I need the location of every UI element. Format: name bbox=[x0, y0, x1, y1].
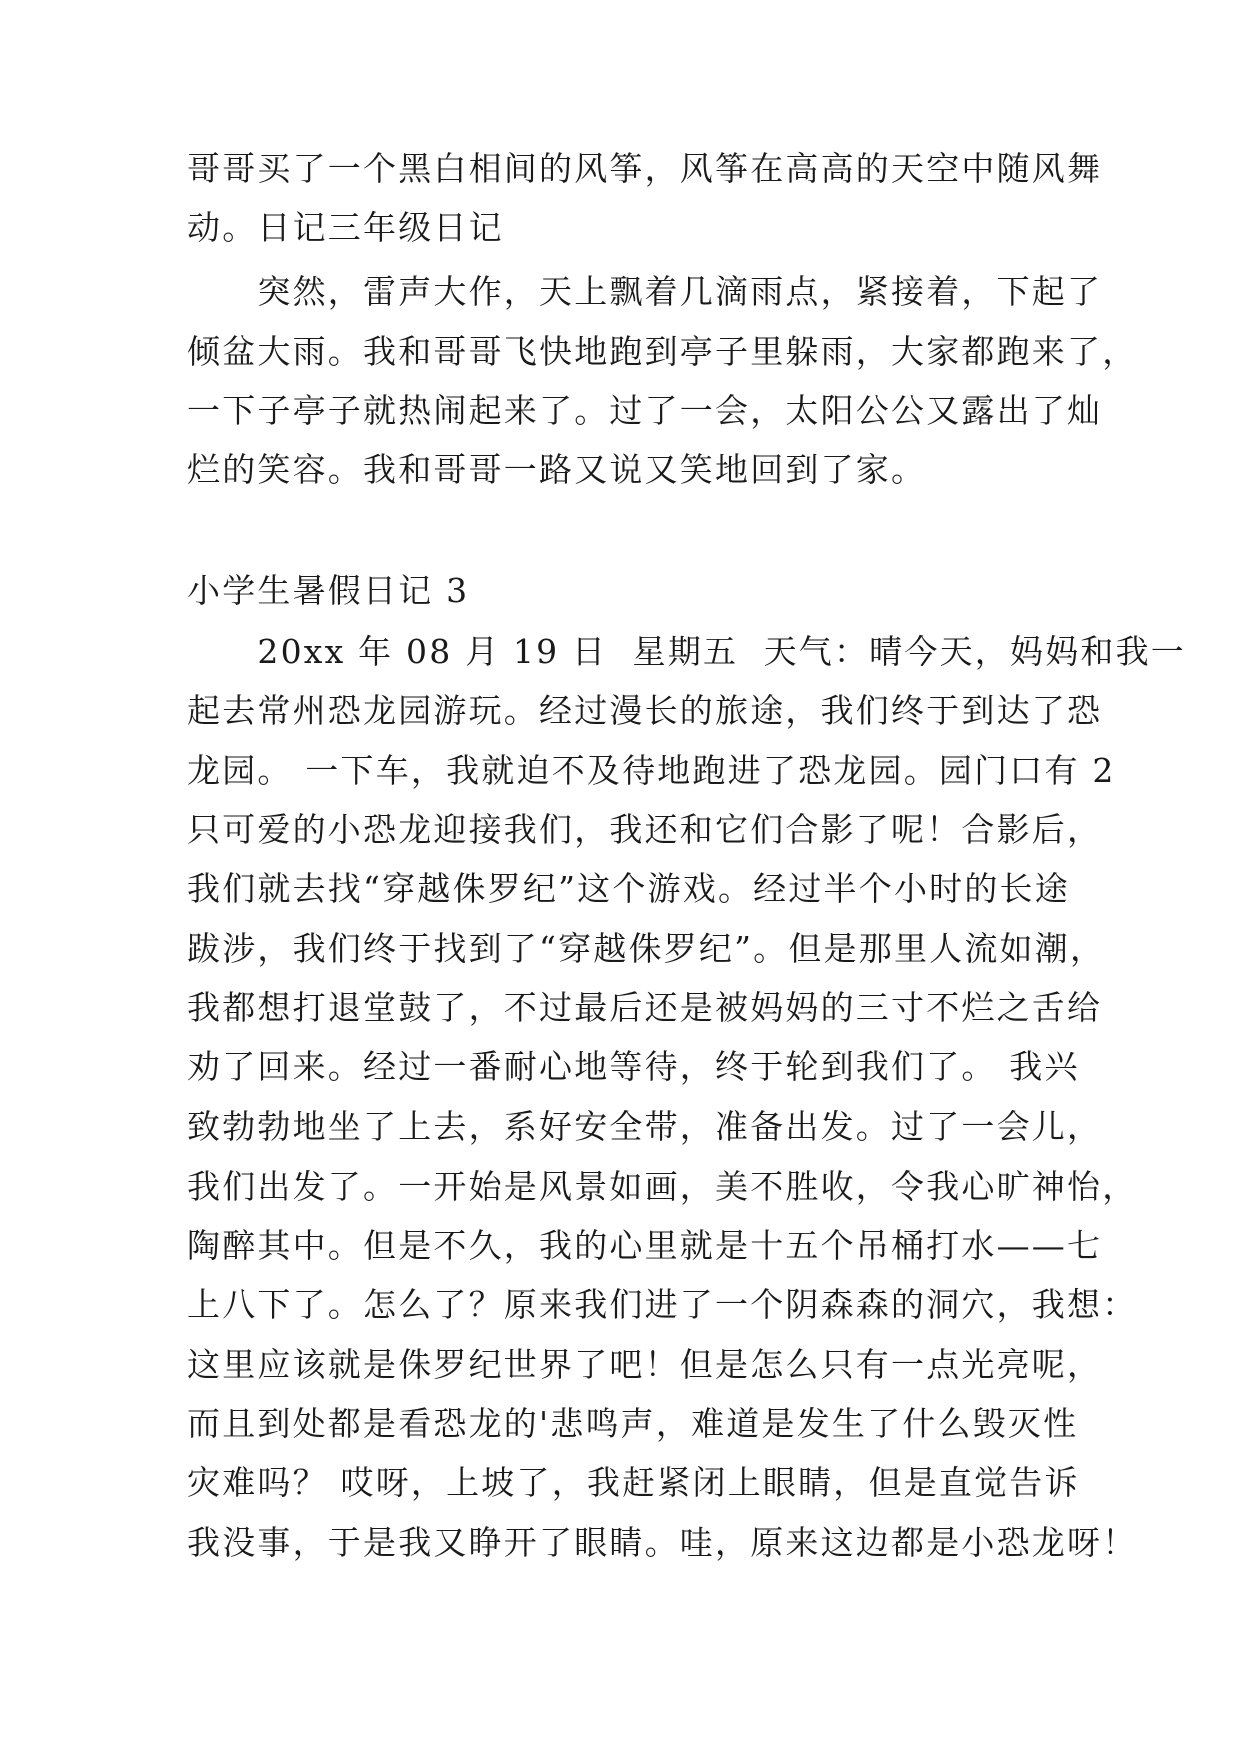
text-line: 龙园。 一下车，我就迫不及待地跑进了恐龙园。园门口有 2 bbox=[187, 751, 1116, 790]
text-line: 只可爱的小恐龙迎接我们，我还和它们合影了呢！合影后， bbox=[187, 810, 1103, 849]
text-line: 跋涉，我们终于找到了“穿越侏罗纪”。但是那里人流如潮， bbox=[187, 929, 1106, 968]
text-line: 劝了回来。经过一番耐心地等待，终于轮到我们了。 我兴 bbox=[187, 1047, 1080, 1086]
text-line: 倾盆大雨。我和哥哥飞快地跑到亭子里躲雨，大家都跑来了， bbox=[187, 332, 1138, 371]
text-line: 我都想打退堂鼓了，不过最后还是被妈妈的三寸不烂之舌给 bbox=[187, 988, 1103, 1027]
text-line: 致勃勃地坐了上去，系好安全带，准备出发。过了一会儿， bbox=[187, 1107, 1103, 1146]
text-line: 烂的笑容。我和哥哥一路又说又笑地回到了家。 bbox=[187, 450, 927, 489]
section-heading: 小学生暑假日记 3 bbox=[187, 571, 470, 610]
text-line: 而且到处都是看恐龙的'悲鸣声，难道是发生了什么毁灭性 bbox=[187, 1404, 1079, 1443]
text-line: 我没事，于是我又睁开了眼睛。哇，原来这边都是小恐龙呀！ bbox=[187, 1523, 1138, 1562]
text-line: 起去常州恐龙园游玩。经过漫长的旅途，我们终于到达了恐 bbox=[187, 691, 1103, 730]
text-line: 灾难吗？ 哎呀，上坡了，我赶紧闭上眼睛，但是直觉告诉 bbox=[187, 1463, 1080, 1502]
text-line: 这里应该就是侏罗纪世界了吧！但是怎么只有一点光亮呢， bbox=[187, 1345, 1103, 1384]
text-line: 突然，雷声大作，天上飘着几滴雨点，紧接着，下起了 bbox=[187, 272, 1103, 311]
text-line: 上八下了。怎么了？原来我们进了一个阴森森的洞穴，我想： bbox=[187, 1285, 1138, 1324]
text-line: 陶醉其中。但是不久，我的心里就是十五个吊桶打水——七 bbox=[187, 1226, 1103, 1265]
text-line: 20xx 年 08 月 19 日 星期五 天气：晴今天，妈妈和我一 bbox=[187, 632, 1187, 671]
text-line: 一下子亭子就热闹起来了。过了一会，太阳公公又露出了灿 bbox=[187, 391, 1103, 430]
text-line: 动。日记三年级日记 bbox=[187, 208, 504, 247]
text-line: 我们就去找“穿越侏罗纪”这个游戏。经过半个小时的长途 bbox=[187, 869, 1070, 908]
text-line: 哥哥买了一个黑白相间的风筝，风筝在高高的天空中随风舞 bbox=[187, 149, 1103, 188]
text-line: 我们出发了。一开始是风景如画，美不胜收，令我心旷神怡， bbox=[187, 1167, 1138, 1206]
